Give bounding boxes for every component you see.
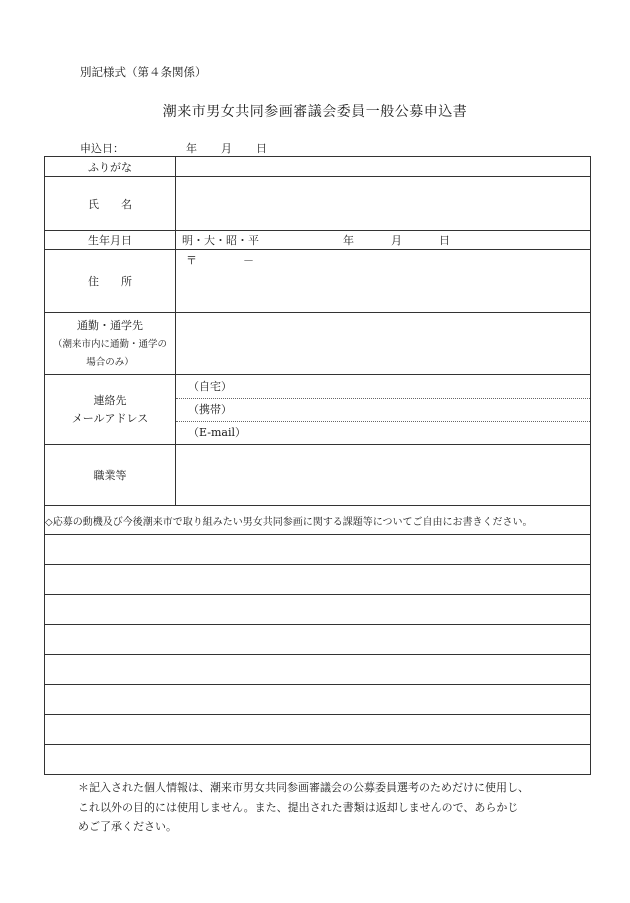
motivation-line: [45, 535, 591, 565]
motivation-input-line-5[interactable]: [45, 655, 591, 685]
application-form-table: [44, 156, 591, 775]
occupation-field[interactable]: [176, 445, 591, 506]
motivation-line: [45, 625, 591, 655]
address-field[interactable]: [176, 250, 591, 313]
motivation-prompt-row: [45, 506, 591, 535]
workplace-row: [45, 313, 591, 375]
name-field[interactable]: [176, 177, 591, 231]
furigana-field[interactable]: [176, 157, 591, 177]
document-title: 潮来市男女共同参画審議会委員一般公募申込書: [162, 104, 468, 120]
email-field[interactable]: （E-mail）: [188, 425, 246, 439]
motivation-line: [45, 655, 591, 685]
motivation-input-line-7[interactable]: [45, 715, 591, 745]
motivation-prompt: ◇応募の動機及び今後潮来市で取り組みたい男女共同参画に関する課題等についてご自由にお書きください。: [45, 506, 591, 535]
mobile-phone-field[interactable]: （携帯）: [176, 398, 590, 422]
motivation-line: [45, 595, 591, 625]
address-label: 住 所: [45, 250, 176, 313]
contact-label-cell: [45, 375, 176, 445]
privacy-notice-line3: めご了承ください。: [78, 820, 177, 833]
motivation-input-line-4[interactable]: [45, 625, 591, 655]
application-date-label: 申込日：: [80, 142, 124, 155]
birthdate-field[interactable]: [176, 231, 591, 250]
birthdate-eras: 明・大・昭・平: [182, 234, 259, 247]
name-row: [45, 177, 591, 231]
motivation-input-line-8[interactable]: [45, 745, 591, 775]
postal-dash: －: [243, 254, 254, 267]
occupation-row: [45, 445, 591, 506]
privacy-notice-line1: ＊記入された個人情報は、潮来市男女共同参画審議会の公募委員選考のためだけに使用し、: [78, 781, 529, 794]
workplace-field[interactable]: [176, 313, 591, 375]
application-year-label: 年: [186, 142, 197, 155]
workplace-note-line1: （潮来市内に通勤・通学の: [52, 338, 167, 350]
birthdate-row: [45, 231, 591, 250]
contact-label: 連絡先: [93, 393, 127, 407]
email-label: メールアドレス: [71, 411, 149, 425]
motivation-input-line-6[interactable]: [45, 685, 591, 715]
privacy-notice: [78, 778, 529, 837]
name-label: 氏 名: [45, 177, 176, 231]
motivation-line: [45, 565, 591, 595]
privacy-notice-line2: これ以外の目的には使用しません。また、提出された書類は返却しませんので、あらかじ: [78, 800, 519, 814]
postal-code-line: [176, 250, 590, 268]
occupation-label: 職業等: [45, 445, 176, 506]
furigana-row: [45, 157, 591, 177]
motivation-input-line-1[interactable]: [45, 535, 591, 565]
home-phone-field[interactable]: （自宅）: [188, 379, 232, 393]
address-row: [45, 250, 591, 313]
motivation-line: [45, 715, 591, 745]
application-month-label: 月: [221, 142, 232, 155]
form-reference-note: 別記様式（第４条関係）: [80, 65, 207, 79]
birthdate-year: 年: [343, 234, 354, 247]
application-day-label: 日: [256, 142, 267, 155]
workplace-note-line2: 場合のみ）: [86, 356, 134, 368]
birthdate-day: 日: [439, 234, 450, 247]
furigana-label: ふりがな: [45, 157, 176, 177]
motivation-line: [45, 745, 591, 775]
birthdate-month: 月: [391, 234, 402, 247]
contact-field: [176, 375, 591, 445]
motivation-input-line-2[interactable]: [45, 565, 591, 595]
workplace-label: 通勤・通学先: [77, 318, 143, 332]
postal-mark: 〒: [186, 254, 197, 267]
birthdate-label: 生年月日: [45, 231, 176, 250]
contact-row: [45, 375, 591, 445]
motivation-input-line-3[interactable]: [45, 595, 591, 625]
motivation-line: [45, 685, 591, 715]
workplace-label-cell: [45, 313, 176, 375]
